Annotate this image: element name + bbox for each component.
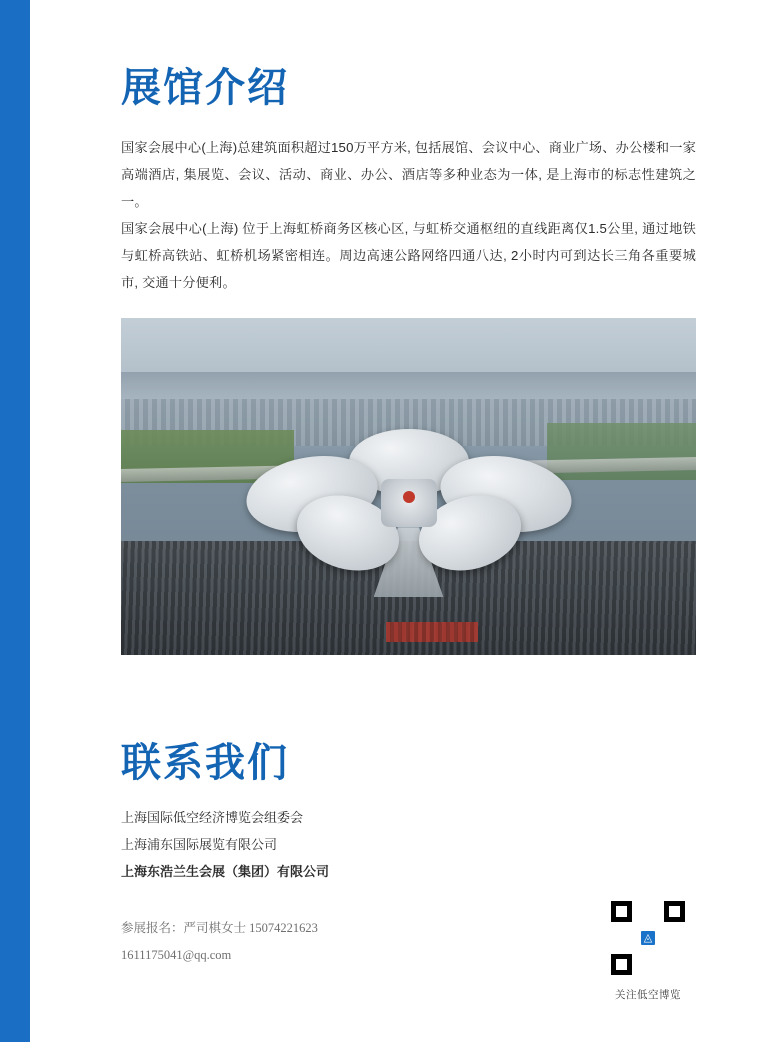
venue-section-title: 展馆介绍 [121, 65, 289, 111]
qr-finder-bottom-left [611, 954, 632, 975]
roof-center-dot [403, 491, 415, 503]
qr-logo-icon: ◬ [638, 928, 658, 948]
qr-finder-top-left [611, 901, 632, 922]
contact-organizations [121, 805, 696, 885]
contact-section-title: 联系我们 [121, 740, 289, 787]
qr-caption: 关注低空博览 [615, 989, 681, 1001]
venue-paragraph-1: 国家会展中心(上海)总建筑面积超过150万平方米, 包括展馆、会议中心、商业广场、办公楼和一家高端酒店, 集展览、会议、活动、商业、办公、酒店等多种业态为一体, 是上海市的标志性建筑之一。 [121, 140, 697, 210]
venue-paragraph-2: 国家会展中心(上海) 位于上海虹桥商务区核心区, 与虹桥交通枢纽的直线距离仅1.5公里, 通过地铁与虹桥高铁站、虹桥机场紧密相连。周边高速公路网络四通八达, 2小时内可到达长三角各重要城市, 交通十分便利。 [121, 221, 696, 291]
document-page [30, 0, 768, 1042]
left-accent-bar [0, 0, 30, 1042]
qr-finder-top-right [664, 901, 685, 922]
page-content [121, 0, 697, 1001]
photo-red-lot [386, 622, 478, 642]
contact-org-3: 上海东浩兰生会展（集团）有限公司 [121, 863, 330, 879]
photo-clover-roof [244, 429, 574, 579]
qr-block [600, 896, 696, 1002]
venue-description [121, 134, 696, 296]
venue-photo [121, 318, 696, 655]
contact-exhibitor-line: 参展报名：严司棋女士 15074221623 [121, 921, 318, 936]
contact-org-1: 上海国际低空经济博览会组委会 [121, 810, 304, 826]
qr-code-image[interactable] [606, 896, 690, 980]
contact-email[interactable]: 1611175041@qq.com [121, 947, 232, 962]
roof-center [381, 479, 437, 527]
contact-org-2: 上海浦东国际展览有限公司 [121, 837, 278, 853]
